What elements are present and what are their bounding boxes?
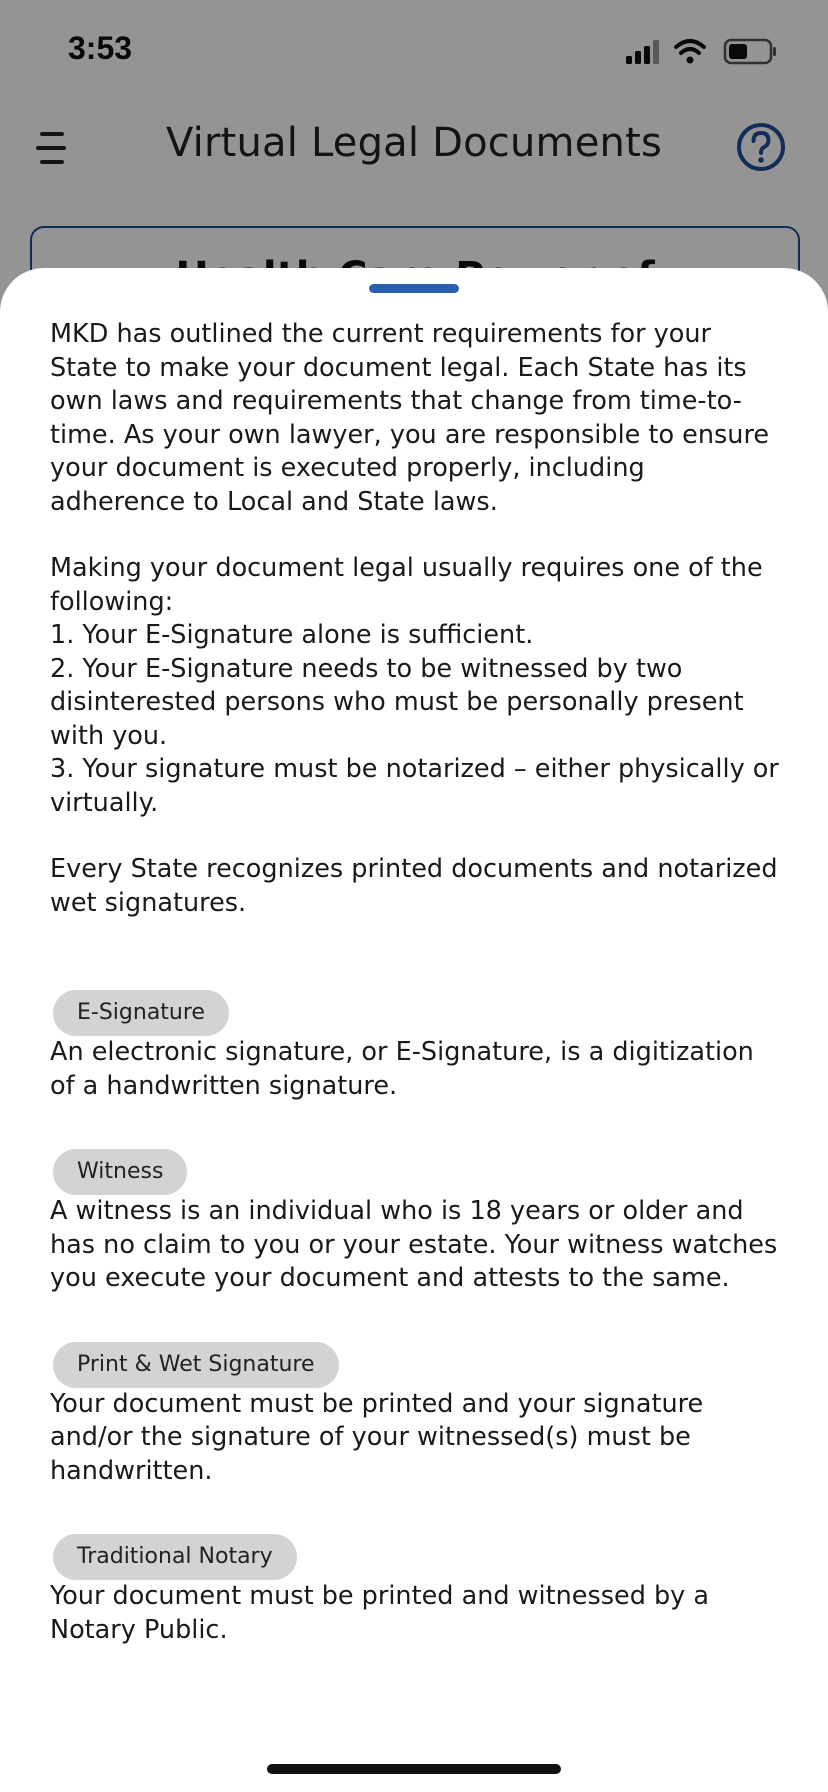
requirement-item: 1. Your E-Signature alone is sufficient.	[50, 620, 534, 650]
e-signature-pill: E-Signature	[53, 990, 229, 1036]
witness-description: A witness is an individual who is 18 years or older and has no claim to you or your estate. Your witness watches you execute your document and attests to the same.	[50, 1196, 778, 1293]
requirement-item: 2. Your E-Signature needs to be witnessed by two disinterested persons who must be personally present with you.	[50, 653, 744, 751]
sheet-content	[50, 318, 784, 1647]
traditional-notary-description: Your document must be printed and witnessed by a Notary Public.	[50, 1581, 710, 1645]
recognition-note: Every State recognizes printed documents and notarized wet signatures.	[50, 854, 778, 918]
requirements-bottom-sheet	[0, 268, 828, 1792]
page-title: Virtual Legal Documents	[165, 120, 662, 166]
status-time: 3:53	[68, 30, 133, 66]
section-witness	[50, 1149, 784, 1296]
section-traditional-notary	[50, 1534, 784, 1647]
print-wet-signature-pill: Print & Wet Signature	[53, 1342, 339, 1388]
traditional-notary-pill: Traditional Notary	[53, 1534, 297, 1580]
print-wet-signature-description: Your document must be printed and your signature and/or the signature of your witnessed(s) must be handwritten.	[50, 1388, 704, 1486]
section-e-signature	[50, 990, 784, 1103]
home-indicator	[267, 1764, 561, 1774]
section-print-wet-signature	[50, 1342, 784, 1489]
requirements-lead: Making your document legal usually requires one of the following:	[50, 553, 763, 617]
e-signature-description: An electronic signature, or E-Signature, is a digitization of a handwritten signature.	[50, 1037, 754, 1101]
intro-paragraph: MKD has outlined the current requirements for your State to make your document legal. Each State has its own laws and requirements that change from time-to-time. As your own lawyer, you are responsible to ensure your document is executed properly, including adherence to Local and State laws.	[50, 319, 770, 517]
witness-pill: Witness	[53, 1149, 187, 1195]
drag-handle[interactable]	[369, 284, 459, 293]
requirement-item: 3. Your signature must be notarized – either physically or virtually.	[50, 754, 779, 818]
